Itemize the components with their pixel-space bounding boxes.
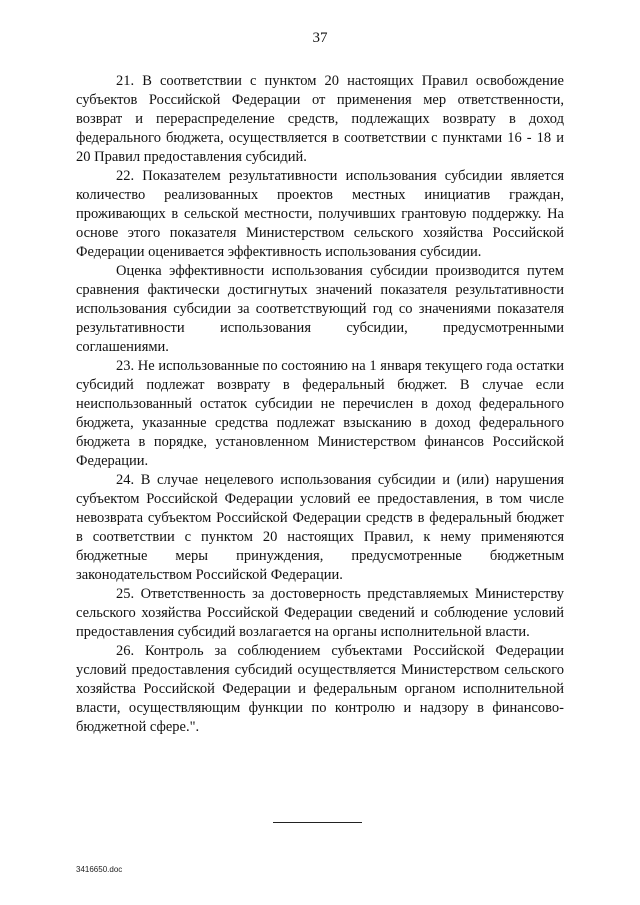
file-reference: 3416650.doc — [76, 865, 123, 874]
paragraph-21: 21. В соответствии с пунктом 20 настоящих Правил освобождение субъектов Российской Федерации от применения мер ответственности, возврат и перераспределение средств, подлежащих возврату в доход федерального бюджета, осуществляется в соответствии с пунктами 16 - 18 и 20 Правил предоставления субсидий. — [76, 73, 564, 165]
paragraph-22: 22. Показателем результативности использования субсидии является количество реализованных проектов местных инициатив граждан, проживающих в сельской местности, получивших грантовую поддержку. На основе этого показателя Министерством сельского хозяйства Российской Федерации оценивается эффективность использования субсидии. — [76, 168, 564, 260]
paragraph-evaluation: Оценка эффективности использования субсидии производится путем сравнения фактически достигнутых значений показателя результативности использования субсидии за соответствующий год со значениями показателя результативности использования субсидии, предусмотренными соглашениями. — [76, 263, 564, 355]
document-body — [76, 72, 564, 737]
paragraph-25: 25. Ответственность за достоверность представляемых Министерству сельского хозяйства Российской Федерации сведений и соблюдение условий предоставления субсидий возлагается на органы исполнительной власти. — [76, 586, 564, 640]
paragraph-23: 23. Не использованные по состоянию на 1 января текущего года остатки субсидий подлежат возврату в федеральный бюджет. В случае если неиспользованный остаток субсидии не перечислен в доход федерального бюджета, указанные средства подлежат взысканию в доход федерального бюджета в порядке, установленном Министерством финансов Российской Федерации. — [76, 358, 564, 469]
page-number: 37 — [312, 30, 328, 46]
end-divider — [273, 822, 362, 823]
paragraph-26: 26. Контроль за соблюдением субъектами Российской Федерации условий предоставления субсидий осуществляется Министерством сельского хозяйства Российской Федерации и федеральным органом исполнительной власти, осуществляющим функции по контролю и надзору в финансово-бюджетной сфере.". — [76, 643, 564, 735]
paragraph-24: 24. В случае нецелевого использования субсидии и (или) нарушения субъектом Российской Федерации условий ее предоставления, в том числе невозврата субъектом Российской Федерации средств в федеральный бюджет в соответствии с пунктом 20 настоящих Правил, к нему применяются бюджетные меры принуждения, предусмотренные бюджетным законодательством Российской Федерации. — [76, 472, 564, 583]
